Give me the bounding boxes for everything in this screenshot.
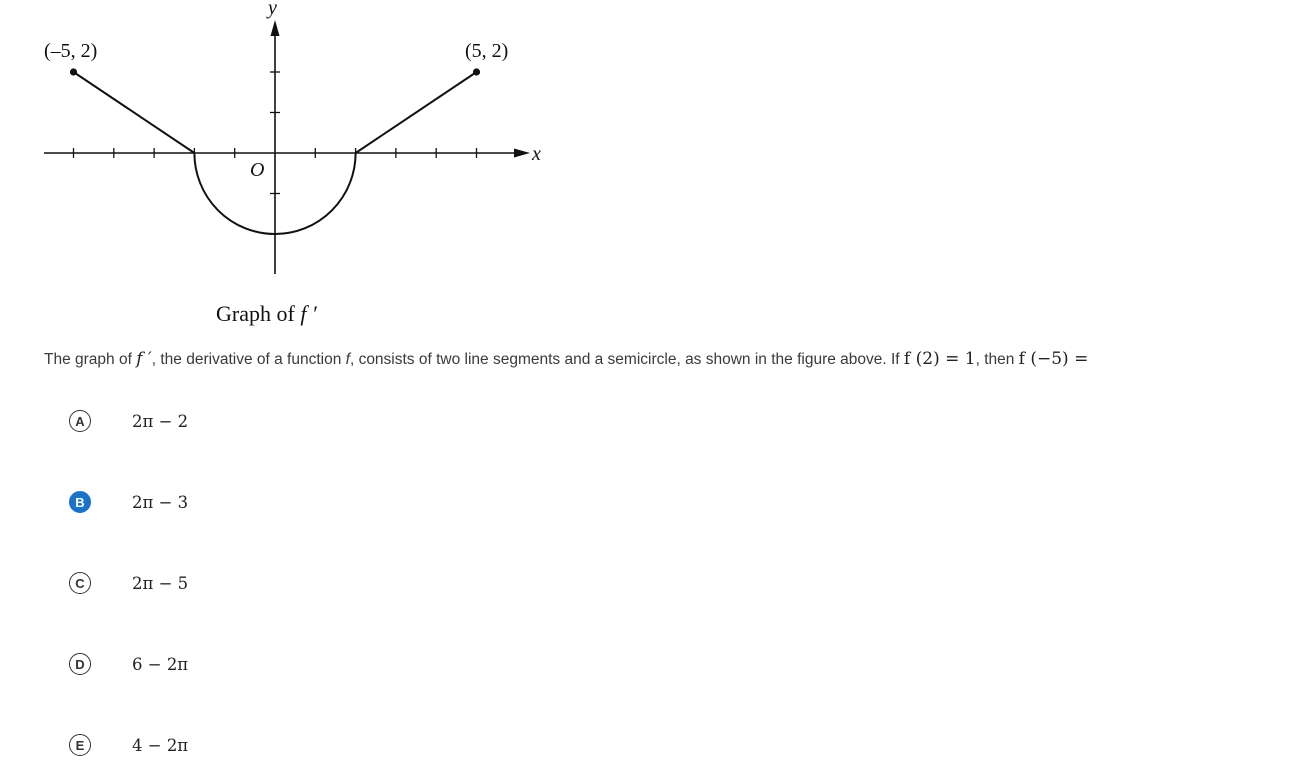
choice-a-expression: 2π − 2 [132, 411, 189, 431]
answer-choice-d[interactable] [69, 651, 188, 677]
right-point-label: (5, 2) [465, 40, 509, 62]
answer-choice-b[interactable] [69, 489, 188, 515]
asked-expression: f (−5) = [1018, 349, 1089, 369]
choice-c-expression: 2π − 5 [132, 573, 189, 593]
axes [44, 20, 530, 274]
y-axis-arrowhead [271, 20, 280, 36]
x-axis-arrowhead [514, 149, 530, 158]
left-point-label: (–5, 2) [44, 40, 98, 62]
question-text-4: , then [975, 351, 1019, 368]
x-axis-label: x [532, 143, 541, 165]
left-endpoint [70, 68, 77, 75]
choice-b-expression: 2π − 3 [132, 492, 189, 512]
choice-c-bubble[interactable]: C [69, 572, 91, 594]
question-text-1: The graph of [44, 351, 137, 368]
right-line-segment [356, 72, 477, 153]
caption-text: Graph of [216, 301, 301, 326]
answer-choice-c[interactable] [69, 570, 188, 596]
choice-a-bubble[interactable]: A [69, 410, 91, 432]
y-axis-label: y [268, 0, 277, 19]
question-text-2: , the derivative of a function [151, 351, 346, 368]
graph-of-f-prime [0, 0, 560, 335]
question-text-3: , consists of two line segments and a semicircle, as shown in the figure above. If [349, 351, 904, 368]
choice-d-expression: 6 − 2π [132, 654, 189, 674]
answer-choice-a[interactable] [69, 408, 188, 434]
left-line-segment [74, 72, 195, 153]
right-endpoint [473, 68, 480, 75]
figure-caption [216, 301, 318, 326]
answer-choice-e[interactable] [69, 732, 188, 758]
choice-b-bubble[interactable]: B [69, 491, 91, 513]
given-condition: f (2) = 1 [903, 349, 976, 369]
caption-math: f ′ [300, 301, 317, 326]
f-symbol: f [345, 351, 350, 368]
choice-e-bubble[interactable]: E [69, 734, 91, 756]
choice-d-bubble[interactable]: D [69, 653, 91, 675]
question-stem [44, 349, 1088, 369]
origin-label: O [250, 159, 265, 181]
choice-e-expression: 4 − 2π [132, 735, 189, 755]
f-prime-symbol: f ′ [136, 349, 152, 369]
